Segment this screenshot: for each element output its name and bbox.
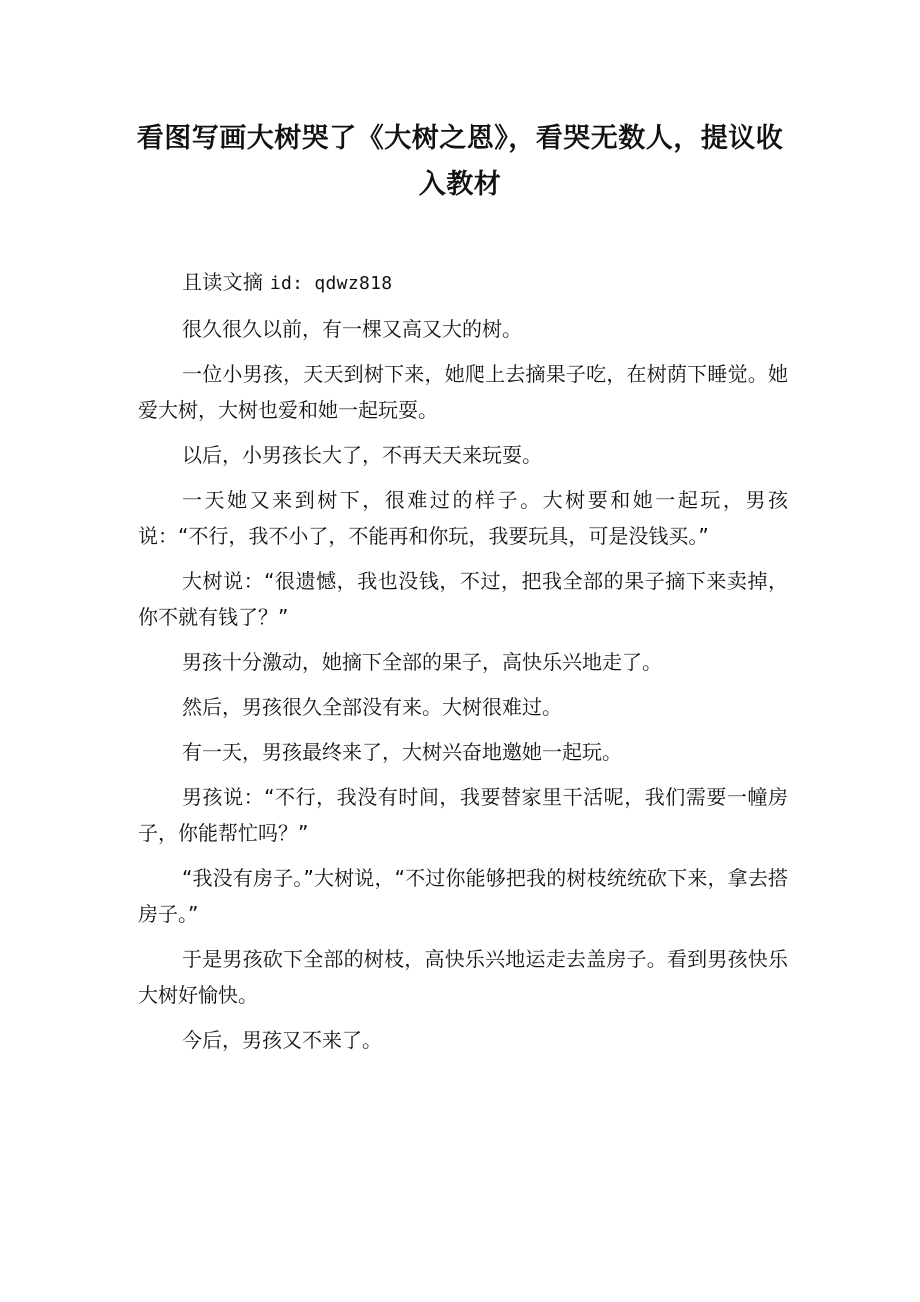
paragraph-3: 以后，小男孩长大了，不再天天来玩耍。 xyxy=(182,443,542,467)
paragraph-5: 大树说：“很遗憾，我也没钱，不过，把我全部的果子摘下来卖掉，你不就有钱了？” xyxy=(138,569,788,629)
document-body xyxy=(138,264,788,1067)
document-title: 看图写画大树哭了《大树之恩》，看哭无数人，提议收入教材 xyxy=(136,123,784,200)
paragraph-12: 今后，男孩又不来了。 xyxy=(182,1028,382,1052)
paragraph-10: “我没有房子。”大树说，“不过你能够把我的树枝统统砍下来，拿去搭房子。” xyxy=(138,866,788,926)
source-line xyxy=(138,264,788,302)
paragraph-1: 很久很久以前，有一棵又高又大的树。 xyxy=(182,317,522,341)
source-id: id: qdwz818 xyxy=(269,273,393,294)
paragraph-11: 于是男孩砍下全部的树枝，高快乐兴地运走去盖房子。看到男孩快乐大树好愉快。 xyxy=(138,947,788,1007)
source-label: 且读文摘 xyxy=(182,270,270,294)
paragraph-9: 男孩说：“不行，我没有时间，我要替家里干活呢，我们需要一幢房子，你能帮忙吗？” xyxy=(138,785,788,845)
paragraph-8: 有一天，男孩最终来了，大树兴奋地邀她一起玩。 xyxy=(182,740,622,764)
paragraph-6: 男孩十分激动，她摘下全部的果子，高快乐兴地走了。 xyxy=(182,650,662,674)
paragraph-4: 一天她又来到树下，很难过的样子。大树要和她一起玩，男孩说：“不行，我不小了，不能再和你玩，我要玩具，可是没钱买。” xyxy=(138,488,788,548)
paragraph-2: 一位小男孩，天天到树下来，她爬上去摘果子吃，在树荫下睡觉。她爱大树，大树也爱和她一起玩耍。 xyxy=(138,362,788,422)
paragraph-7: 然后，男孩很久全部没有来。大树很难过。 xyxy=(182,695,562,719)
